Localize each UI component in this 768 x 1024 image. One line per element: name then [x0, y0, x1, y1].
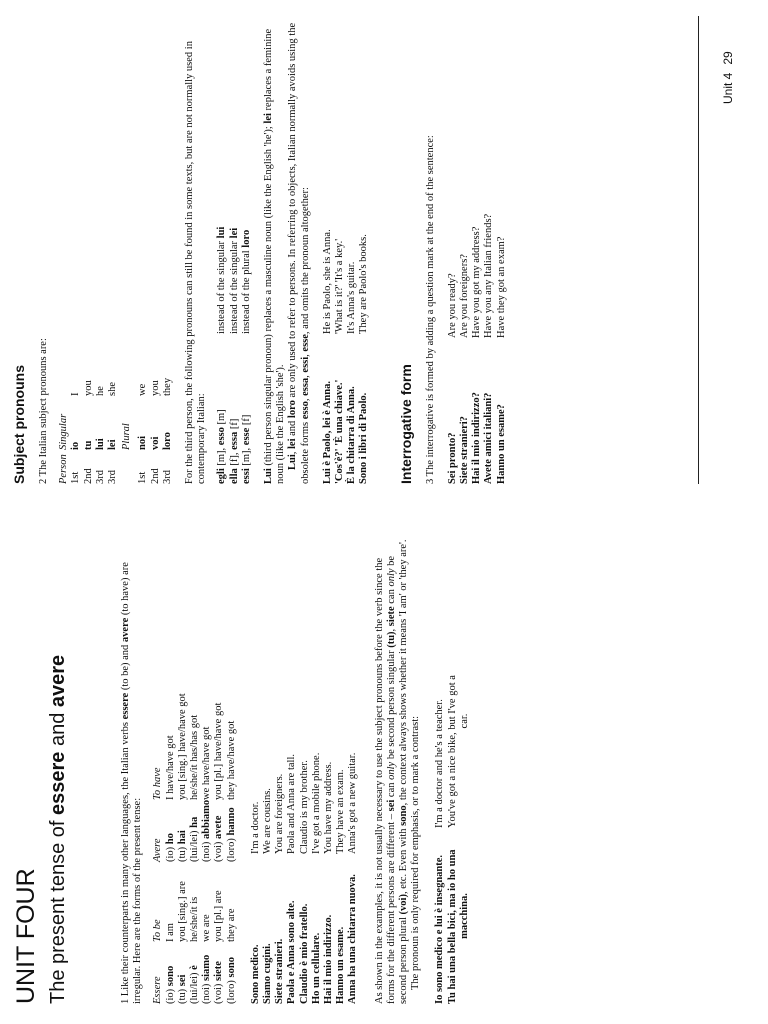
pronoun-row [150, 14, 162, 484]
english-text: You are foreigners. [274, 773, 286, 854]
italian-text: Sono i libri di Paolo. [358, 392, 370, 484]
italian-text: Io sono medico e lui è insegnante. [434, 854, 446, 1004]
replacement [216, 227, 228, 334]
form-2: essa [228, 431, 240, 450]
english-text: 'What is it?' 'It's a key.' [334, 238, 346, 334]
conj-header-essere: Essere [152, 976, 164, 1004]
form-1: ella [228, 468, 240, 484]
italian-text: Avete amici italiani? [483, 392, 495, 484]
pronoun-prefix: (tu) [176, 986, 188, 1004]
italian-pronoun: loro [161, 432, 173, 450]
obsolete-row [241, 14, 253, 484]
header-rule [698, 16, 699, 484]
avere-translation: you [pl.] have/have got [213, 702, 225, 800]
conjugation-row [189, 534, 201, 1004]
pronoun-table [58, 14, 174, 484]
person: 3rd [107, 470, 119, 484]
person: 2nd [149, 468, 161, 484]
english-pronoun: we [137, 383, 149, 396]
example-row [274, 534, 286, 1004]
p2-italic-1: only [385, 761, 397, 780]
right-paragraph-1: 2 The Italian subject pronouns are: [38, 338, 49, 484]
italian-text: Siamo cugini. [262, 943, 274, 1004]
plural-label: Plural [121, 423, 133, 450]
english-text: Have you any Italian friends? [483, 213, 495, 338]
right-paragraph-5: 3 The interrogative is formed by adding a question mark at the end of the sentence: [424, 135, 436, 484]
p2-bold-voi: (voi) [398, 894, 410, 915]
example-row [299, 534, 311, 1004]
p3-text-a: (third person singular pronoun) replaces a masculine noun (like the English 'he'); [263, 123, 275, 469]
italian-text: Sono medico. [249, 944, 261, 1004]
italian-pronoun: voi [149, 436, 161, 450]
italian-pronoun: lei [107, 439, 119, 450]
right-paragraph-3 [263, 14, 287, 484]
p2-text-g: be second person plural [385, 555, 410, 1004]
pronoun-prefix: (tu) [176, 844, 188, 862]
italian-text: Hanno un esame? [495, 404, 507, 484]
p4-sep-4: , [299, 372, 311, 378]
replacement [229, 228, 241, 334]
avere-form [226, 800, 238, 862]
essere-form [177, 942, 189, 1004]
essere-translation: I am [164, 923, 176, 942]
english-text: I'm a doctor and he's a teacher. [434, 699, 446, 828]
replacement-pronoun: lei [228, 227, 240, 239]
avere-form [201, 800, 213, 862]
conj-header-avere: Avere [152, 838, 164, 862]
italian-pronoun: noi [137, 435, 149, 450]
avere-form [213, 800, 225, 862]
conjugation-table [152, 534, 237, 1004]
italian-pronoun: lui [94, 438, 106, 450]
avere-translation: you [sing.] have/have got [176, 693, 188, 800]
pronoun-row [162, 14, 174, 484]
right-paragraph-4 [287, 14, 311, 484]
p2-text-h: , etc. Even with [398, 825, 410, 895]
p4-sep-3: , [299, 395, 311, 402]
avere-translation: I have/have got [164, 735, 176, 800]
verb-form: ha [189, 816, 201, 828]
form-1: essi [240, 468, 252, 484]
replacement-text: instead of the singular [228, 238, 240, 334]
gender-2: [f] [240, 414, 252, 428]
gender-2: [m] [216, 409, 228, 428]
verb-form: sono [225, 957, 237, 978]
conjugation-row [165, 534, 177, 1004]
italian-pronoun: tu [82, 440, 94, 450]
italian-text: Ho un cellulare. [310, 932, 322, 1004]
obsolete-row [216, 14, 228, 484]
person: 3rd [94, 470, 106, 484]
example-row [262, 534, 274, 1004]
running-header [722, 51, 734, 104]
question-examples [447, 14, 508, 484]
replacement-text: instead of the singular [216, 238, 228, 334]
verb-form: siete [213, 961, 225, 981]
english-pronoun: I [70, 392, 82, 396]
gender-1: [f], [228, 449, 240, 469]
contrast-examples [434, 534, 471, 1004]
right-page [8, 14, 508, 484]
p1-text-c: (to be) and [120, 642, 131, 693]
singular-rows [70, 14, 119, 484]
english-pronoun: you [82, 380, 94, 396]
essere-form [201, 942, 213, 1004]
italian-pronoun: io [70, 441, 82, 450]
p4-bold-essi: essi [299, 356, 311, 373]
pronoun-row [70, 14, 82, 484]
p2-bold-sei: sei [385, 799, 397, 812]
pron-header-singular: Singular [58, 413, 70, 450]
verb-form: avete [213, 815, 225, 839]
person: 1st [137, 471, 149, 484]
english-text: car. [458, 713, 470, 729]
gender-1: [m], [240, 445, 252, 469]
italian-text: Sei pronto? [446, 432, 458, 484]
chapter-title-mid: and [47, 707, 69, 752]
contrast-row [459, 534, 471, 1004]
italian-text: Hai il mio indirizzo. [323, 914, 335, 1004]
obsolete-forms [229, 334, 241, 484]
conjugation-row [226, 534, 238, 1004]
essere-form [226, 942, 238, 1004]
english-pronoun: she [107, 382, 119, 396]
pronoun-row [137, 14, 149, 484]
p1-text-a: 1 Like their counterparts in many other languages, the Italian verbs [120, 719, 131, 1004]
conj-header-to-have: To have [152, 767, 164, 800]
examples-list [250, 534, 360, 1004]
p3-text-c: replaces a feminine noun (like the English 'she'). [263, 28, 287, 484]
english-text: Claudio is my brother. [298, 760, 310, 854]
english-pronoun: you [149, 380, 161, 396]
italian-text: Claudio è mio fratello. [298, 903, 310, 1004]
italian-text: Lui è Paolo, lei è Anna. [321, 381, 333, 484]
example-row [286, 534, 298, 1004]
english-pronoun: they [161, 377, 173, 396]
essere-translation: we are [201, 914, 213, 942]
p3-bold-lui: Lui [263, 468, 275, 484]
chapter-title-bold-2: avere [47, 654, 69, 708]
replacement-pronoun: loro [240, 229, 252, 248]
right-paragraph-2: For the third person, the following pronouns can still be found in some texts, but are not normally used in contemporary Italian: [184, 41, 208, 484]
pronoun-header-row [58, 14, 70, 484]
p4-bold-lei: lei [287, 438, 299, 449]
english-text: They have an exam. [335, 769, 347, 854]
italian-text: Tu hai una bella bici, ma io ho una [446, 849, 458, 1004]
example-row [322, 14, 334, 484]
chapter-heading: UNIT FOUR [12, 868, 40, 1004]
avere-form [177, 800, 189, 862]
question-row [459, 14, 471, 484]
example-row [346, 14, 358, 484]
form-1: egli [216, 468, 228, 484]
p4-sep-1: , [287, 448, 299, 455]
pronoun-prefix: (lui/lei) [189, 827, 201, 862]
pronoun-prefix: (lui/lei) [189, 969, 201, 1004]
left-page [8, 534, 471, 1004]
p1-bold-1: essere [120, 692, 131, 720]
italian-text: Anna ha una chitarra nuova. [347, 874, 359, 1004]
avere-form [165, 800, 177, 862]
question-row [447, 14, 459, 484]
english-text: I've got a mobile phone. [310, 752, 322, 854]
example-row [347, 534, 359, 1004]
plural-rows [137, 14, 174, 484]
p2-bold-siete: siete [385, 606, 397, 627]
pronoun-row [95, 14, 107, 484]
p3-bold-lei: lei [263, 113, 275, 124]
example-row [323, 534, 335, 1004]
pronoun-prefix: (io) [164, 844, 176, 862]
verb-form: abbiamo [201, 799, 213, 839]
paragraph-1 [120, 534, 144, 1004]
pron-header-person: Person [58, 454, 70, 484]
pronoun-prefix: (loro) [225, 977, 237, 1004]
chapter-title-bold-1: essere [47, 751, 69, 815]
p4-text-a: are only used to refer to persons. In referring to objects, Italian normally avoids using the obsolete forms [287, 22, 311, 484]
english-text: It's Anna's guitar. [346, 261, 358, 334]
contrast-row [447, 534, 459, 1004]
replacement-pronoun: lui [216, 226, 228, 239]
p2-bold-sono: sono [398, 805, 410, 826]
pronoun-prefix: (noi) [201, 980, 213, 1004]
p4-bold-lui: Lui [287, 454, 299, 470]
replacement [241, 230, 253, 334]
italian-text: Hanno un esame. [335, 926, 347, 1004]
right-examples [322, 14, 371, 484]
p2-text-a: As shown in the examples, it is not usually necessary to use the subject pronouns before the verb since the forms for the different persons are different – [373, 557, 397, 1004]
avere-form [189, 800, 201, 862]
person: 2nd [82, 468, 94, 484]
gender-1: [m], [216, 445, 228, 469]
unit-label: Unit 4 [721, 72, 735, 104]
example-row [250, 534, 262, 1004]
p4-bold-essa: essa [299, 377, 311, 396]
chapter-title-pre: The present tense of [47, 814, 69, 1004]
example-row [358, 14, 370, 484]
question-row [471, 14, 483, 484]
conj-header-to-be: To be [152, 919, 164, 942]
heading-subject-pronouns: Subject pronouns [11, 365, 27, 484]
obsolete-forms [241, 334, 253, 484]
p1-bold-2: avere [120, 617, 131, 643]
form-2: esso [216, 427, 228, 446]
essere-translation: you [pl.] are [213, 890, 225, 942]
example-row [311, 534, 323, 1004]
p2-text-e: , [385, 626, 397, 632]
verb-form: ho [164, 833, 176, 845]
italian-text: È la chitarra di Anna. [346, 386, 358, 484]
heading-interrogative: Interrogative form [397, 364, 414, 484]
plural-label-row [121, 14, 133, 484]
obsolete-forms [216, 334, 228, 484]
verb-form: sei [176, 974, 188, 987]
p4-bold-loro: loro [287, 400, 299, 419]
avere-translation: we have/have got [201, 726, 213, 800]
avere-translation: he/she/it has/has got [189, 714, 201, 800]
english-text: Are you ready? [446, 273, 458, 338]
essere-translation: they are [225, 908, 237, 942]
gender-2: [f] [228, 418, 240, 432]
p2-bold-tu: (tu) [385, 631, 397, 648]
p2-text-d: be second person singular [385, 647, 397, 762]
paragraph-3: The pronoun is only required for emphasis, or to mark a contrast: [410, 715, 422, 990]
verb-form: hanno [225, 807, 237, 836]
essere-translation: you [sing.] are [176, 881, 188, 942]
question-row [496, 14, 508, 484]
english-text: Have they got an exam? [495, 236, 507, 338]
english-text: They are Paolo's books. [358, 234, 370, 334]
english-text: You have my address. [323, 761, 335, 854]
paragraph-2 [374, 534, 411, 1004]
question-row [483, 14, 495, 484]
essere-form [165, 942, 177, 1004]
p4-bold-esse: esse [299, 334, 311, 352]
p2-text-c: can [385, 779, 397, 800]
replacement-text: instead of the plural [240, 247, 252, 334]
english-text: I'm a doctor. [249, 801, 261, 854]
obsolete-pronouns [216, 14, 253, 484]
verb-form: sono [164, 965, 176, 987]
p4-bold-esso: esso [299, 401, 311, 420]
chapter-title [46, 534, 70, 1004]
english-text: Anna's got a new guitar. [347, 752, 359, 854]
english-text: Paola and Anna are tall. [286, 753, 298, 854]
conjugation-row [177, 534, 189, 1004]
conjugation-row [213, 534, 225, 1004]
english-text: Have you got my address? [471, 226, 483, 338]
english-text: We are cousins. [262, 788, 274, 854]
person: 1st [70, 471, 82, 484]
italian-text: Hai il mio indirizzo? [471, 392, 483, 484]
english-text: Are you foreigners? [459, 254, 471, 338]
italian-text: Siete stranieri? [459, 416, 471, 484]
italian-text: Paola e Anna sono alte. [286, 900, 298, 1004]
italian-text: Siete stranieri. [274, 938, 286, 1004]
essere-form [189, 942, 201, 1004]
english-text: You've got a nice bike, but I've got a [446, 675, 458, 828]
verb-form: hai [176, 830, 188, 845]
essere-translation: he/she/it is [189, 896, 201, 942]
conjugation-row [201, 534, 213, 1004]
p4-text-c: , and omits the pronoun altogether: [299, 187, 311, 335]
p4-sep-2: and [287, 418, 299, 439]
obsolete-row [229, 14, 241, 484]
italian-text: macchina. [458, 893, 470, 939]
p1-text-d: (to have) are irregular. Here are the forms of the present tense: [120, 562, 144, 1004]
pronoun-prefix: (voi) [213, 980, 225, 1004]
english-pronoun: he [94, 386, 106, 396]
pronoun-prefix: (voi) [213, 838, 225, 862]
page-number: 29 [721, 51, 735, 65]
pronoun-prefix: (io) [164, 986, 176, 1004]
example-row [334, 14, 346, 484]
form-2: esse [240, 427, 252, 446]
essere-form [213, 942, 225, 1004]
pronoun-row [107, 14, 119, 484]
p4-sep-5: , [299, 351, 311, 357]
pronoun-prefix: (loro) [225, 835, 237, 862]
person: 3rd [161, 470, 173, 484]
verb-form: siamo [201, 954, 213, 981]
pronoun-prefix: (noi) [201, 838, 213, 862]
avere-translation: they have/have got [225, 720, 237, 800]
contrast-row [434, 534, 446, 1004]
pronoun-row [83, 14, 95, 484]
p2-text-i: , the context always shows whether it means 'I am' or 'they are'. [398, 539, 410, 806]
conjugation-rows [165, 534, 238, 1004]
p2-italic-2: only [385, 568, 397, 587]
example-row [335, 534, 347, 1004]
italian-text: 'Cos'è?' 'È una chiave.' [334, 379, 346, 484]
english-text: He is Paolo, she is Anna. [321, 229, 333, 334]
p2-text-f: can [385, 586, 397, 607]
verb-form: è [189, 965, 201, 970]
conjugation-header-row [152, 534, 164, 1004]
